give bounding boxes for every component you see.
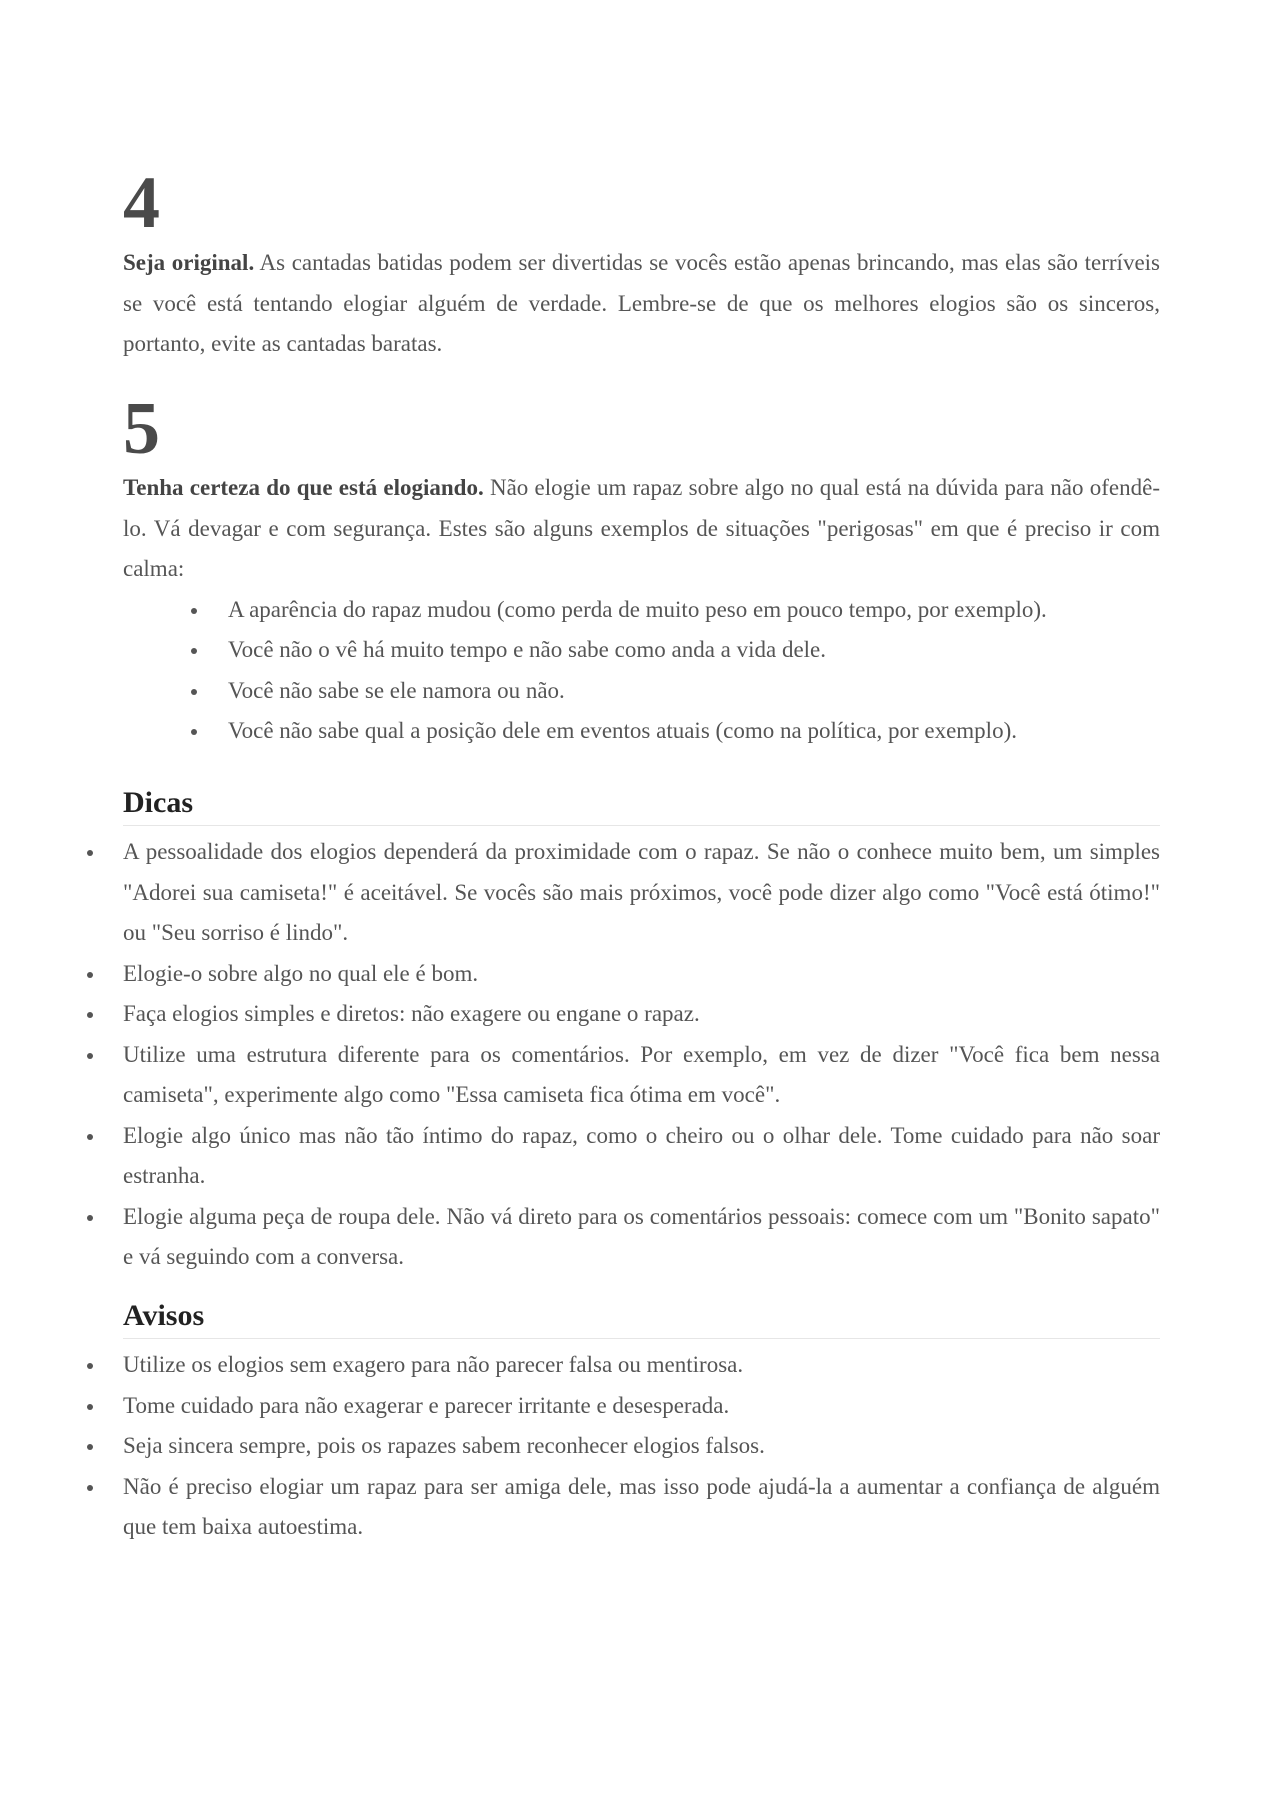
tips-section — [123, 783, 1160, 1278]
step-4-title: Seja original. — [123, 250, 255, 275]
list-item: Você não sabe se ele namora ou não. — [123, 671, 1160, 712]
step-4-paragraph — [123, 243, 1160, 365]
list-item: A aparência do rapaz mudou (como perda de muito peso em pouco tempo, por exemplo). — [123, 590, 1160, 631]
list-item: Utilize os elogios sem exagero para não parecer falsa ou mentirosa. — [123, 1345, 1160, 1386]
step-5-paragraph — [123, 468, 1160, 752]
step-5-list — [123, 590, 1160, 752]
list-item: Seja sincera sempre, pois os rapazes sabem reconhecer elogios falsos. — [123, 1426, 1160, 1467]
warnings-section — [123, 1296, 1160, 1548]
warnings-heading: Avisos — [123, 1296, 1160, 1339]
step-5-title: Tenha certeza do que está elogiando. — [123, 475, 484, 500]
list-item: Elogie-o sobre algo no qual ele é bom. — [123, 954, 1160, 995]
step-5-text: Não elogie um rapaz sobre algo no qual está na dúvida para não ofendê-lo. Vá devagar e com segurança. Estes são alguns exemplos de situações "perigosas" em que é preciso ir com calma: — [123, 475, 1160, 581]
list-item: Tome cuidado para não exagerar e parecer irritante e desesperada. — [123, 1386, 1160, 1427]
tips-heading: Dicas — [123, 783, 1160, 826]
list-item: Você não sabe qual a posição dele em eventos atuais (como na política, por exemplo). — [123, 711, 1160, 752]
list-item: A pessoalidade dos elogios dependerá da proximidade com o rapaz. Se não o conhece muito bem, um simples "Adorei sua camiseta!" é aceitável. Se vocês são mais próximos, você pode dizer algo como "Você está ótimo!" ou "Seu sorriso é lindo". — [123, 832, 1160, 954]
step-number-4: 4 — [123, 162, 160, 244]
list-item: Você não o vê há muito tempo e não sabe como anda a vida dele. — [123, 630, 1160, 671]
list-item: Faça elogios simples e diretos: não exagere ou engane o rapaz. — [123, 994, 1160, 1035]
list-item: Elogie algo único mas não tão íntimo do rapaz, como o cheiro ou o olhar dele. Tome cuidado para não soar estranha. — [123, 1116, 1160, 1197]
warnings-list — [123, 1345, 1160, 1548]
tips-list — [123, 832, 1160, 1278]
step-number-5: 5 — [123, 388, 160, 470]
list-item: Utilize uma estrutura diferente para os comentários. Por exemplo, em vez de dizer "Você fica bem nessa camiseta", experimente algo como "Essa camiseta fica ótima em você". — [123, 1035, 1160, 1116]
list-item: Não é preciso elogiar um rapaz para ser amiga dele, mas isso pode ajudá-la a aumentar a confiança de alguém que tem baixa autoestima. — [123, 1467, 1160, 1548]
step-4-text: As cantadas batidas podem ser divertidas se vocês estão apenas brincando, mas elas são terríveis se você está tentando elogiar alguém de verdade. Lembre-se de que os melhores elogios são os sinceros, portanto, evite as cantadas baratas. — [123, 250, 1160, 356]
list-item: Elogie alguma peça de roupa dele. Não vá direto para os comentários pessoais: comece com um "Bonito sapato" e vá seguindo com a conversa. — [123, 1197, 1160, 1278]
